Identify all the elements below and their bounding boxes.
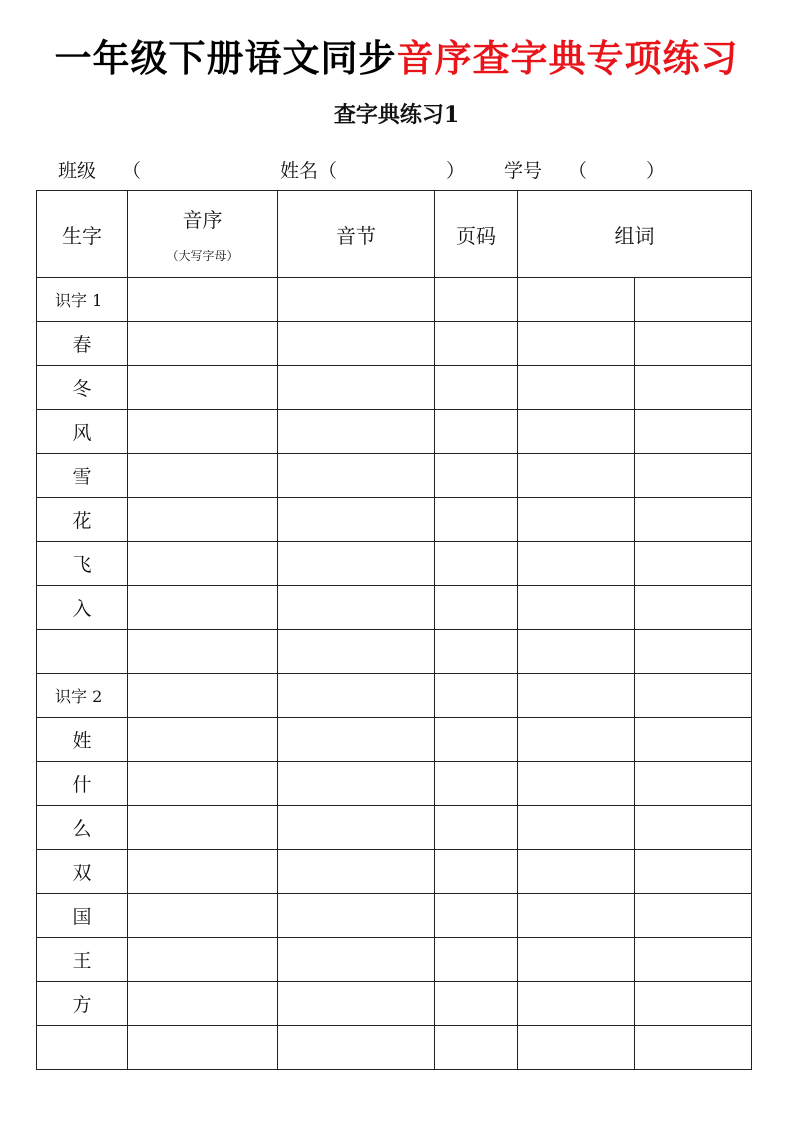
character-cell: 什 — [37, 762, 128, 806]
section-label-cell: 识字 2 — [37, 674, 128, 718]
page-answer-cell[interactable] — [435, 542, 518, 586]
table-row — [37, 630, 752, 674]
syllable-answer-cell[interactable] — [278, 806, 435, 850]
page-answer-cell[interactable] — [435, 938, 518, 982]
header-order-label: 音序 — [182, 208, 223, 232]
order-answer-cell[interactable] — [128, 410, 278, 454]
page-answer-cell[interactable] — [435, 806, 518, 850]
word-answer-cell-1[interactable] — [518, 1026, 635, 1070]
word-answer-cell-1[interactable] — [518, 542, 635, 586]
title-black-part: 一年级下册语文同步 — [54, 37, 397, 80]
word-answer-cell-2[interactable] — [635, 454, 752, 498]
order-answer-cell[interactable] — [128, 630, 278, 674]
word-answer-cell-1[interactable] — [518, 762, 635, 806]
order-answer-cell[interactable] — [128, 938, 278, 982]
syllable-answer-cell[interactable] — [278, 586, 435, 630]
word-answer-cell-1[interactable] — [518, 982, 635, 1026]
word-answer-cell-1[interactable] — [518, 586, 635, 630]
word-answer-cell-2[interactable] — [635, 938, 752, 982]
order-answer-cell[interactable] — [128, 806, 278, 850]
syllable-answer-cell[interactable] — [278, 498, 435, 542]
order-answer-cell[interactable] — [128, 1026, 278, 1070]
header-syllable: 音节 — [278, 191, 435, 278]
order-answer-cell[interactable] — [128, 982, 278, 1026]
order-answer-cell[interactable] — [128, 542, 278, 586]
word-answer-cell-2[interactable] — [635, 586, 752, 630]
title-red-part: 音序查字典专项练习 — [396, 37, 739, 80]
header-word-groups: 组词 — [518, 191, 752, 278]
name-close-paren: ） — [446, 160, 466, 182]
table-row — [37, 762, 752, 806]
page-answer-cell[interactable] — [435, 894, 518, 938]
word-answer-cell-2[interactable] — [635, 542, 752, 586]
character-cell: 春 — [37, 322, 128, 366]
table-row — [37, 498, 752, 542]
word-answer-cell-2[interactable] — [635, 718, 752, 762]
table-row — [37, 982, 752, 1026]
page-answer-cell[interactable] — [435, 982, 518, 1026]
id-open-paren: （ — [568, 160, 588, 182]
page-answer-cell[interactable] — [435, 762, 518, 806]
word-answer-cell-2[interactable] — [635, 366, 752, 410]
syllable-answer-cell[interactable] — [278, 718, 435, 762]
name-label: 姓名（ — [280, 160, 338, 182]
page-answer-cell[interactable] — [435, 630, 518, 674]
page-answer-cell[interactable] — [435, 366, 518, 410]
exercise-subtitle: 查字典练习1 — [333, 102, 460, 128]
word-answer-cell-1[interactable] — [518, 454, 635, 498]
syllable-answer-cell[interactable] — [278, 454, 435, 498]
table-row — [37, 894, 752, 938]
page-answer-cell[interactable] — [435, 586, 518, 630]
word-answer-cell-2[interactable] — [635, 410, 752, 454]
syllable-answer-cell[interactable] — [278, 366, 435, 410]
order-answer-cell[interactable] — [128, 586, 278, 630]
page-answer-cell[interactable] — [435, 674, 518, 718]
word-answer-cell-2[interactable] — [635, 762, 752, 806]
class-open-paren: （ — [122, 160, 142, 182]
character-cell — [37, 1026, 128, 1070]
syllable-answer-cell[interactable] — [278, 938, 435, 982]
character-cell: 国 — [37, 894, 128, 938]
word-answer-cell-2[interactable] — [635, 894, 752, 938]
page-answer-cell[interactable] — [435, 410, 518, 454]
header-character: 生字 — [37, 191, 128, 278]
syllable-answer-cell[interactable] — [278, 1026, 435, 1070]
table-row — [37, 718, 752, 762]
order-answer-cell[interactable] — [128, 454, 278, 498]
page-answer-cell[interactable] — [435, 322, 518, 366]
character-cell — [37, 630, 128, 674]
table-row — [37, 806, 752, 850]
word-answer-cell-1[interactable] — [518, 366, 635, 410]
word-answer-cell-2[interactable] — [635, 1026, 752, 1070]
order-answer-cell[interactable] — [128, 322, 278, 366]
id-close-paren: ） — [646, 160, 666, 182]
table-row — [37, 586, 752, 630]
order-answer-cell[interactable] — [128, 850, 278, 894]
page-answer-cell[interactable] — [435, 498, 518, 542]
table-row — [37, 322, 752, 366]
word-answer-cell-2[interactable] — [635, 630, 752, 674]
header-page-number: 页码 — [435, 191, 518, 278]
word-answer-cell-1[interactable] — [518, 674, 635, 718]
word-answer-cell-1[interactable] — [518, 938, 635, 982]
syllable-answer-cell[interactable] — [278, 762, 435, 806]
word-answer-cell-2[interactable] — [635, 322, 752, 366]
syllable-answer-cell[interactable] — [278, 894, 435, 938]
character-cell: 方 — [37, 982, 128, 1026]
syllable-answer-cell[interactable] — [278, 982, 435, 1026]
word-answer-cell-2[interactable] — [635, 278, 752, 322]
order-answer-cell[interactable] — [128, 278, 278, 322]
word-answer-cell-1[interactable] — [518, 894, 635, 938]
page-answer-cell[interactable] — [435, 718, 518, 762]
word-answer-cell-1[interactable] — [518, 806, 635, 850]
character-cell: 雪 — [37, 454, 128, 498]
character-cell: 王 — [37, 938, 128, 982]
table-row — [37, 850, 752, 894]
student-id-label: 学号 — [504, 160, 543, 182]
word-answer-cell-1[interactable] — [518, 410, 635, 454]
character-cell: 风 — [37, 410, 128, 454]
table-row — [37, 366, 752, 410]
word-answer-cell-1[interactable] — [518, 718, 635, 762]
student-info-row — [0, 156, 793, 184]
syllable-answer-cell[interactable] — [278, 542, 435, 586]
character-cell: 飞 — [37, 542, 128, 586]
order-answer-cell[interactable] — [128, 498, 278, 542]
table-header-row — [37, 191, 752, 278]
table-row — [37, 410, 752, 454]
order-answer-cell[interactable] — [128, 366, 278, 410]
character-cell: 姓 — [37, 718, 128, 762]
page-answer-cell[interactable] — [435, 850, 518, 894]
character-cell: 么 — [37, 806, 128, 850]
section-row — [37, 278, 752, 322]
word-answer-cell-1[interactable] — [518, 498, 635, 542]
word-answer-cell-2[interactable] — [635, 850, 752, 894]
dictionary-practice-table — [36, 190, 752, 1070]
word-answer-cell-2[interactable] — [635, 982, 752, 1026]
character-cell: 花 — [37, 498, 128, 542]
character-cell: 冬 — [37, 366, 128, 410]
order-answer-cell[interactable] — [128, 674, 278, 718]
header-order-note: （大写字母） — [166, 249, 239, 263]
page-title — [0, 28, 793, 82]
syllable-answer-cell[interactable] — [278, 278, 435, 322]
table-row — [37, 1026, 752, 1070]
word-answer-cell-2[interactable] — [635, 498, 752, 542]
word-answer-cell-2[interactable] — [635, 806, 752, 850]
page-answer-cell[interactable] — [435, 1026, 518, 1070]
syllable-answer-cell[interactable] — [278, 410, 435, 454]
word-answer-cell-1[interactable] — [518, 630, 635, 674]
character-cell: 入 — [37, 586, 128, 630]
order-answer-cell[interactable] — [128, 894, 278, 938]
section-label-cell: 识字 1 — [37, 278, 128, 322]
character-cell: 双 — [37, 850, 128, 894]
syllable-answer-cell[interactable] — [278, 674, 435, 718]
header-phonetic-order — [128, 191, 278, 278]
word-answer-cell-2[interactable] — [635, 674, 752, 718]
word-answer-cell-1[interactable] — [518, 278, 635, 322]
word-answer-cell-1[interactable] — [518, 850, 635, 894]
page-answer-cell[interactable] — [435, 454, 518, 498]
syllable-answer-cell[interactable] — [278, 850, 435, 894]
table-row — [37, 454, 752, 498]
syllable-answer-cell[interactable] — [278, 322, 435, 366]
table-row — [37, 542, 752, 586]
section-row — [37, 674, 752, 718]
syllable-answer-cell[interactable] — [278, 630, 435, 674]
order-answer-cell[interactable] — [128, 718, 278, 762]
word-answer-cell-1[interactable] — [518, 322, 635, 366]
table-row — [37, 938, 752, 982]
class-label: 班级 — [58, 160, 97, 182]
order-answer-cell[interactable] — [128, 762, 278, 806]
page-answer-cell[interactable] — [435, 278, 518, 322]
